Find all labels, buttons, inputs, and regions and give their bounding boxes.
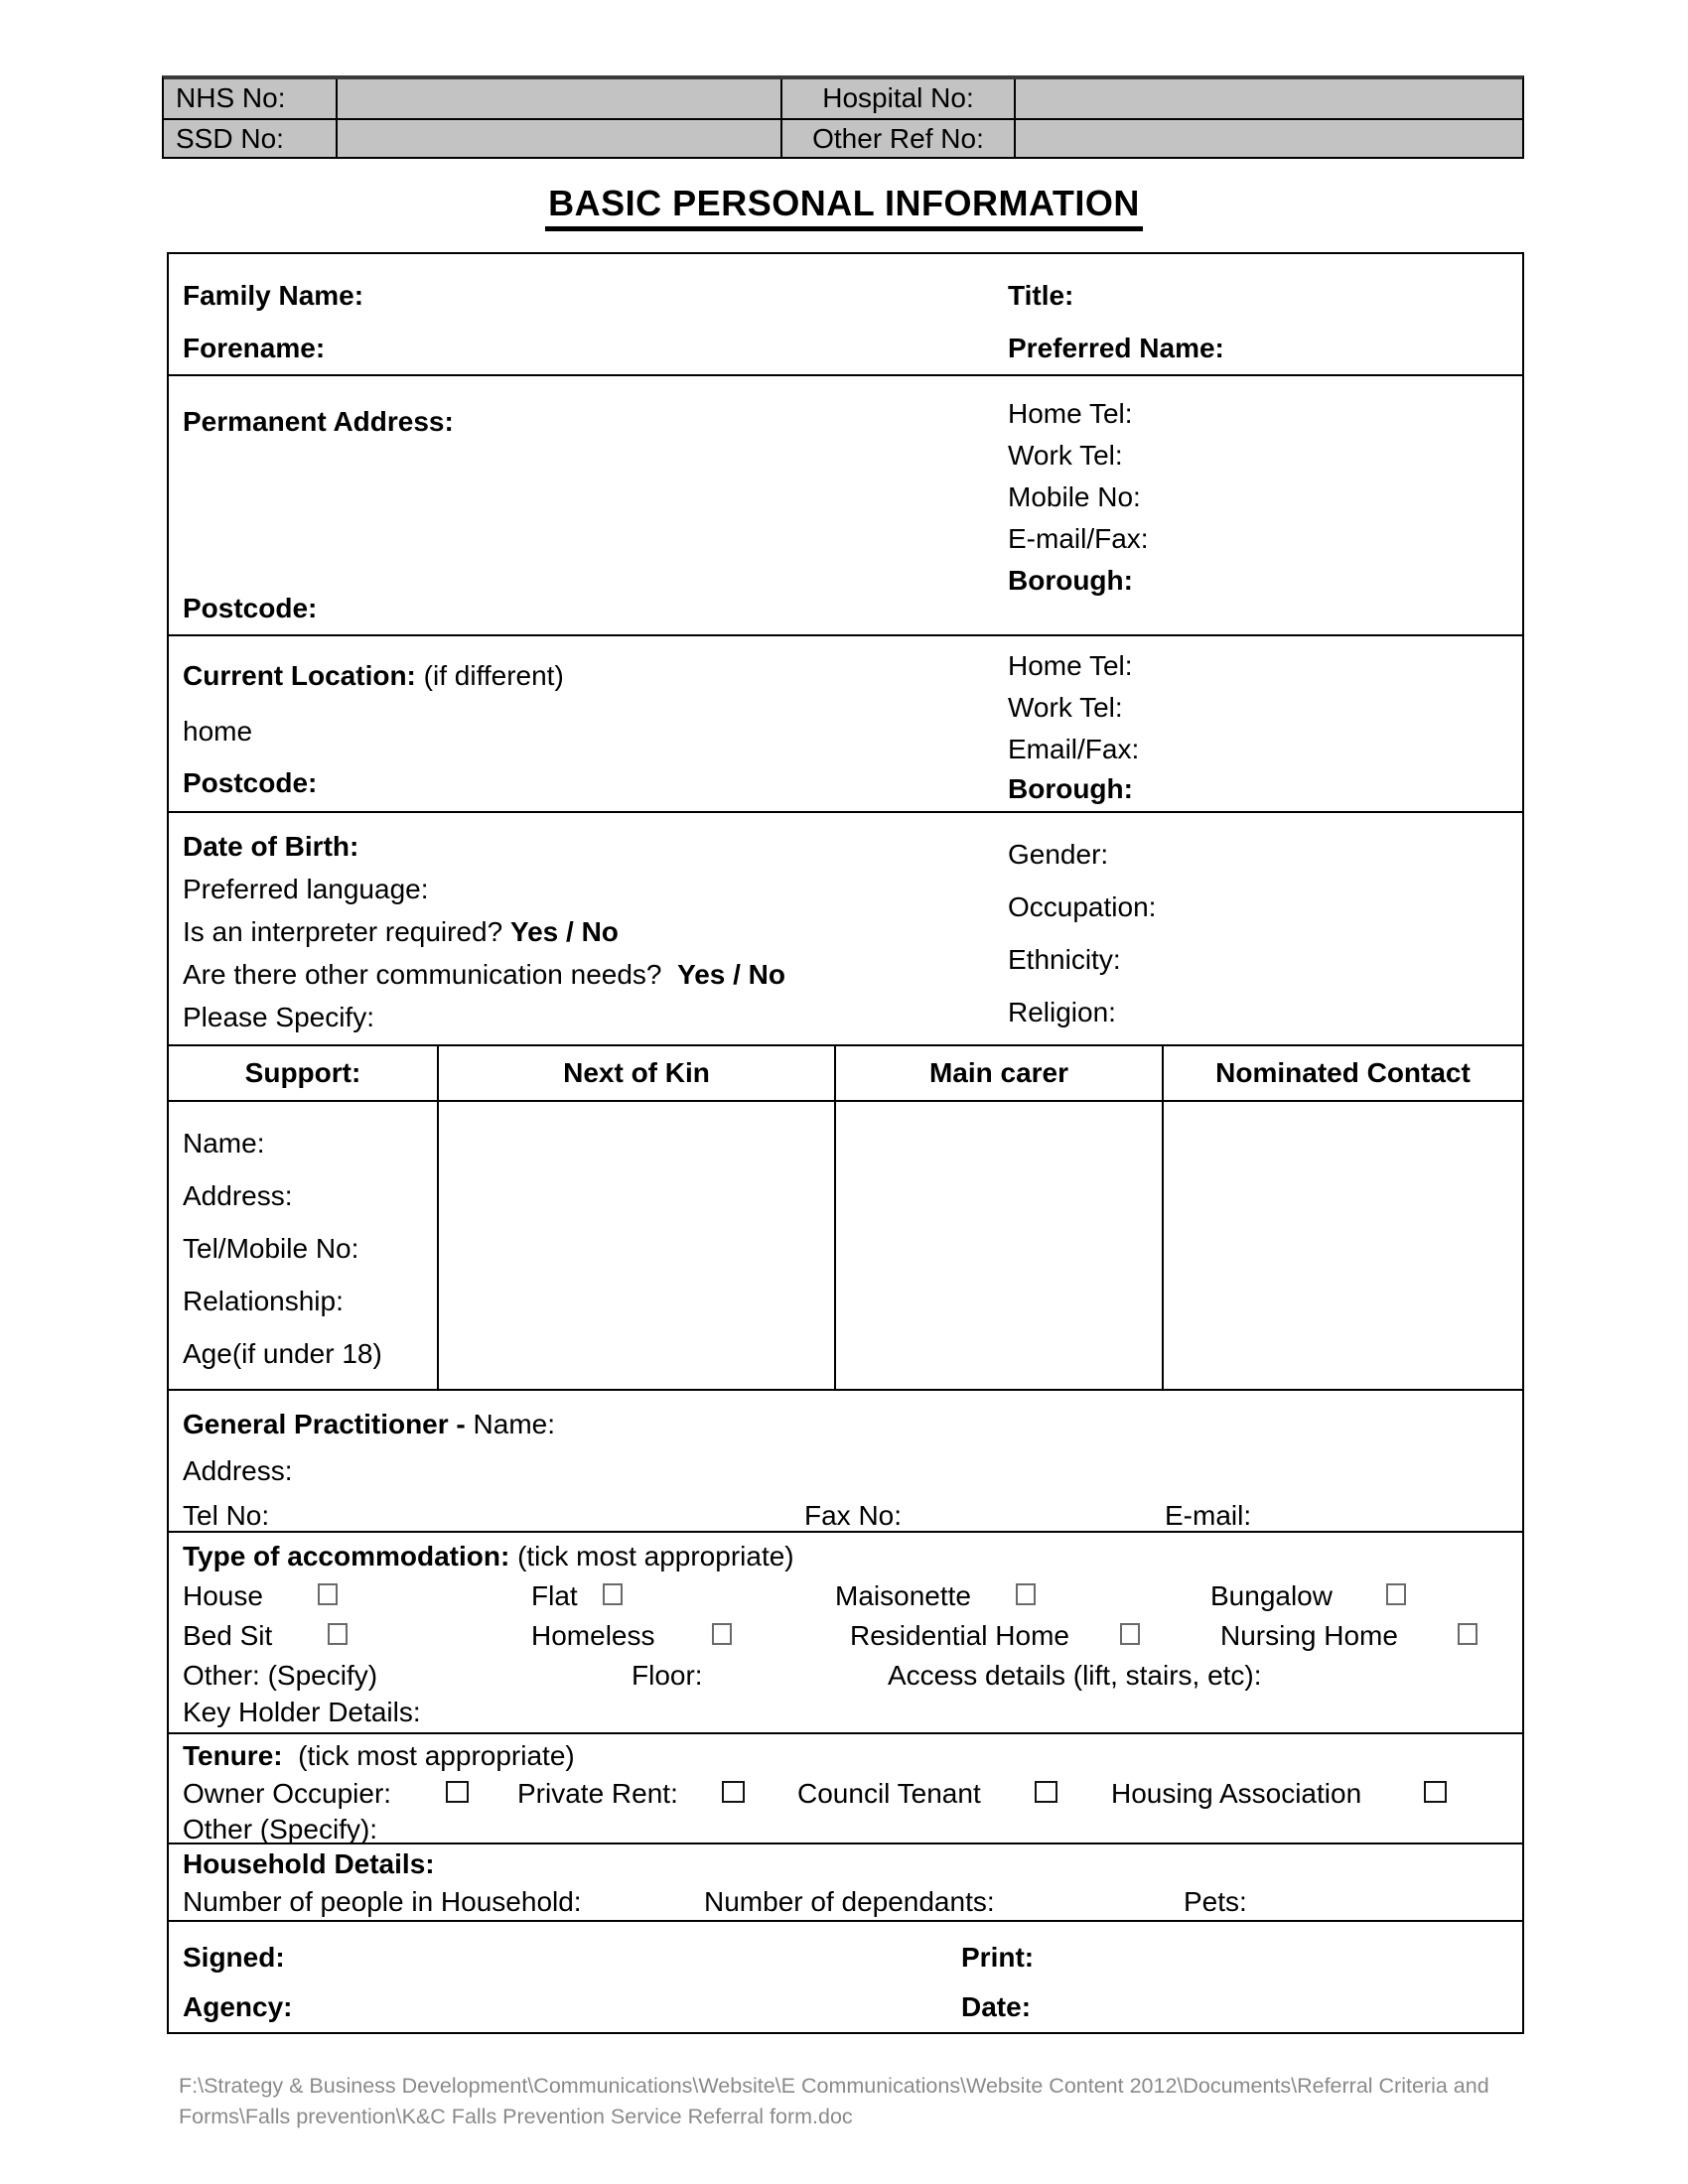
- section-gp: [169, 1389, 1522, 1531]
- family-name-label: Family Name:: [183, 280, 364, 311]
- tenure-other-label: Other (Specify):: [183, 1814, 378, 1844]
- support-table-body: [169, 1100, 1522, 1389]
- support-row-label-age: Age(if under 18): [183, 1338, 382, 1369]
- current-postcode-label: Postcode:: [183, 767, 318, 798]
- borough-label: Borough:: [1008, 565, 1133, 596]
- tenure-hint: (tick most appropriate): [298, 1740, 575, 1771]
- section-tenure: [169, 1732, 1522, 1843]
- interpreter-line: [183, 916, 619, 948]
- work-tel-label: Work Tel:: [1008, 440, 1123, 471]
- checkbox-council-tenant[interactable]: [1035, 1781, 1057, 1803]
- page-title-wrap: [0, 183, 1688, 224]
- support-next-of-kin-cell[interactable]: [439, 1102, 836, 1389]
- page-title: BASIC PERSONAL INFORMATION: [545, 183, 1143, 231]
- support-header-main-carer: Main carer: [836, 1046, 1164, 1100]
- floor-label: Floor:: [632, 1660, 703, 1691]
- council-tenant-label: Council Tenant: [797, 1778, 981, 1809]
- support-main-carer-cell[interactable]: [836, 1102, 1164, 1389]
- title-label: Title:: [1008, 280, 1074, 311]
- section-personal-details: [169, 811, 1522, 1044]
- please-specify-label: Please Specify:: [183, 1002, 374, 1032]
- gp-heading: General Practitioner -: [183, 1409, 466, 1439]
- section-permanent-address: [169, 374, 1522, 634]
- gp-email-label: E-mail:: [1165, 1500, 1252, 1531]
- preferred-name-label: Preferred Name:: [1008, 333, 1224, 363]
- private-rent-label: Private Rent:: [517, 1778, 678, 1809]
- accommodation-heading: Type of accommodation:: [183, 1541, 510, 1571]
- current-location-value: home: [183, 716, 253, 747]
- support-header-support: Support:: [169, 1046, 439, 1100]
- section-current-location: [169, 634, 1522, 811]
- hospital-no-label: Hospital No:: [782, 79, 1016, 118]
- communication-line: [183, 959, 785, 991]
- flat-label: Flat: [531, 1580, 578, 1611]
- section-names: [169, 254, 1522, 374]
- support-header-next-of-kin: Next of Kin: [439, 1046, 836, 1100]
- access-details-label: Access details (lift, stairs, etc):: [888, 1660, 1262, 1691]
- religion-label: Religion:: [1008, 997, 1116, 1027]
- checkbox-bungalow[interactable]: [1386, 1583, 1406, 1605]
- reference-number-table: [162, 75, 1524, 159]
- home-tel-label: Home Tel:: [1008, 398, 1133, 429]
- tenure-heading: Tenure:: [183, 1740, 283, 1771]
- accommodation-hint: (tick most appropriate): [517, 1541, 794, 1571]
- homeless-label: Homeless: [531, 1620, 655, 1651]
- ssd-no-value-cell[interactable]: [338, 120, 782, 157]
- other-ref-no-value-cell[interactable]: [1016, 120, 1522, 157]
- owner-occupier-label: Owner Occupier:: [183, 1778, 392, 1809]
- dob-label: Date of Birth:: [183, 831, 359, 862]
- interpreter-options: Yes / No: [509, 916, 619, 947]
- current-location-hint: (if different): [423, 660, 564, 691]
- accommodation-heading-line: [183, 1541, 794, 1572]
- residential-home-label: Residential Home: [850, 1620, 1069, 1651]
- signed-label: Signed:: [183, 1942, 285, 1973]
- email-fax-label: E-mail/Fax:: [1008, 523, 1149, 554]
- house-label: House: [183, 1580, 263, 1611]
- work-tel-label-2: Work Tel:: [1008, 692, 1123, 723]
- date-label: Date:: [961, 1991, 1032, 2022]
- home-tel-label-2: Home Tel:: [1008, 650, 1133, 681]
- key-holder-label: Key Holder Details:: [183, 1697, 421, 1727]
- gp-name-label: Name:: [473, 1409, 556, 1439]
- checkbox-bed-sit[interactable]: [328, 1623, 348, 1645]
- checkbox-owner-occupier[interactable]: [446, 1781, 469, 1803]
- household-heading: Household Details:: [183, 1848, 435, 1879]
- nhs-no-value-cell[interactable]: [338, 79, 782, 118]
- occupation-label: Occupation:: [1008, 891, 1157, 922]
- current-location-label: Current Location:: [183, 660, 416, 691]
- nursing-home-label: Nursing Home: [1220, 1620, 1398, 1651]
- dependants-label: Number of dependants:: [704, 1886, 995, 1917]
- support-row-label-address: Address:: [183, 1180, 293, 1211]
- checkbox-flat[interactable]: [603, 1583, 623, 1605]
- gp-heading-line: [183, 1409, 555, 1440]
- checkbox-private-rent[interactable]: [722, 1781, 745, 1803]
- forename-label: Forename:: [183, 333, 326, 363]
- ethnicity-label: Ethnicity:: [1008, 944, 1121, 975]
- gp-tel-label: Tel No:: [183, 1500, 270, 1531]
- bed-sit-label: Bed Sit: [183, 1620, 273, 1651]
- bungalow-label: Bungalow: [1210, 1580, 1333, 1611]
- hospital-no-value-cell[interactable]: [1016, 79, 1522, 118]
- nhs-no-label: NHS No:: [164, 79, 338, 118]
- support-row-label-name: Name:: [183, 1128, 265, 1159]
- mobile-no-label: Mobile No:: [1008, 481, 1141, 512]
- support-row-label-relationship: Relationship:: [183, 1286, 344, 1316]
- permanent-postcode-label: Postcode:: [183, 593, 318, 623]
- preferred-language-label: Preferred language:: [183, 874, 429, 904]
- checkbox-homeless[interactable]: [712, 1623, 732, 1645]
- ref-table-row: [164, 79, 1522, 118]
- support-table-header: [169, 1044, 1522, 1100]
- form-box: [167, 252, 1524, 2034]
- tenure-heading-line: [183, 1740, 575, 1772]
- footer-path: F:\Strategy & Business Development\Communications\Website\E Communications\Website Content 2012\Documents\Referral Criteria and Forms\Falls prevention\K&C Falls Prevention Service Referral form.doc: [179, 2074, 1489, 2129]
- current-location-line: [183, 660, 564, 692]
- section-signoff: [169, 1920, 1522, 2032]
- checkbox-house[interactable]: [318, 1583, 338, 1605]
- maisonette-label: Maisonette: [835, 1580, 971, 1611]
- interpreter-question: Is an interpreter required?: [183, 916, 503, 947]
- agency-label: Agency:: [183, 1991, 293, 2022]
- checkbox-maisonette[interactable]: [1016, 1583, 1036, 1605]
- gp-address-label: Address:: [183, 1455, 293, 1486]
- people-in-household-label: Number of people in Household:: [183, 1886, 582, 1917]
- ssd-no-label: SSD No:: [164, 120, 338, 157]
- support-header-grid: [169, 1046, 1522, 1100]
- checkbox-residential-home[interactable]: [1120, 1623, 1140, 1645]
- communication-question: Are there other communication needs?: [183, 959, 662, 990]
- support-row-label-tel: Tel/Mobile No:: [183, 1233, 359, 1264]
- section-accommodation: [169, 1531, 1522, 1732]
- pets-label: Pets:: [1184, 1886, 1247, 1917]
- checkbox-nursing-home[interactable]: [1458, 1623, 1477, 1645]
- ref-table-row: [164, 118, 1522, 157]
- permanent-address-label: Permanent Address:: [183, 406, 454, 437]
- communication-options: Yes / No: [677, 959, 785, 990]
- section-household: [169, 1843, 1522, 1920]
- support-nominated-contact-cell[interactable]: [1164, 1102, 1522, 1389]
- print-label: Print:: [961, 1942, 1035, 1973]
- borough-label-2: Borough:: [1008, 773, 1133, 804]
- gender-label: Gender:: [1008, 839, 1109, 870]
- support-header-nominated-contact: Nominated Contact: [1215, 1057, 1471, 1088]
- housing-association-label: Housing Association: [1111, 1778, 1362, 1809]
- checkbox-housing-association[interactable]: [1424, 1781, 1447, 1803]
- email-fax-label-2: Email/Fax:: [1008, 734, 1140, 764]
- accommodation-other-label: Other: (Specify): [183, 1660, 378, 1691]
- other-ref-no-label: Other Ref No:: [782, 120, 1016, 157]
- gp-fax-label: Fax No:: [804, 1500, 903, 1531]
